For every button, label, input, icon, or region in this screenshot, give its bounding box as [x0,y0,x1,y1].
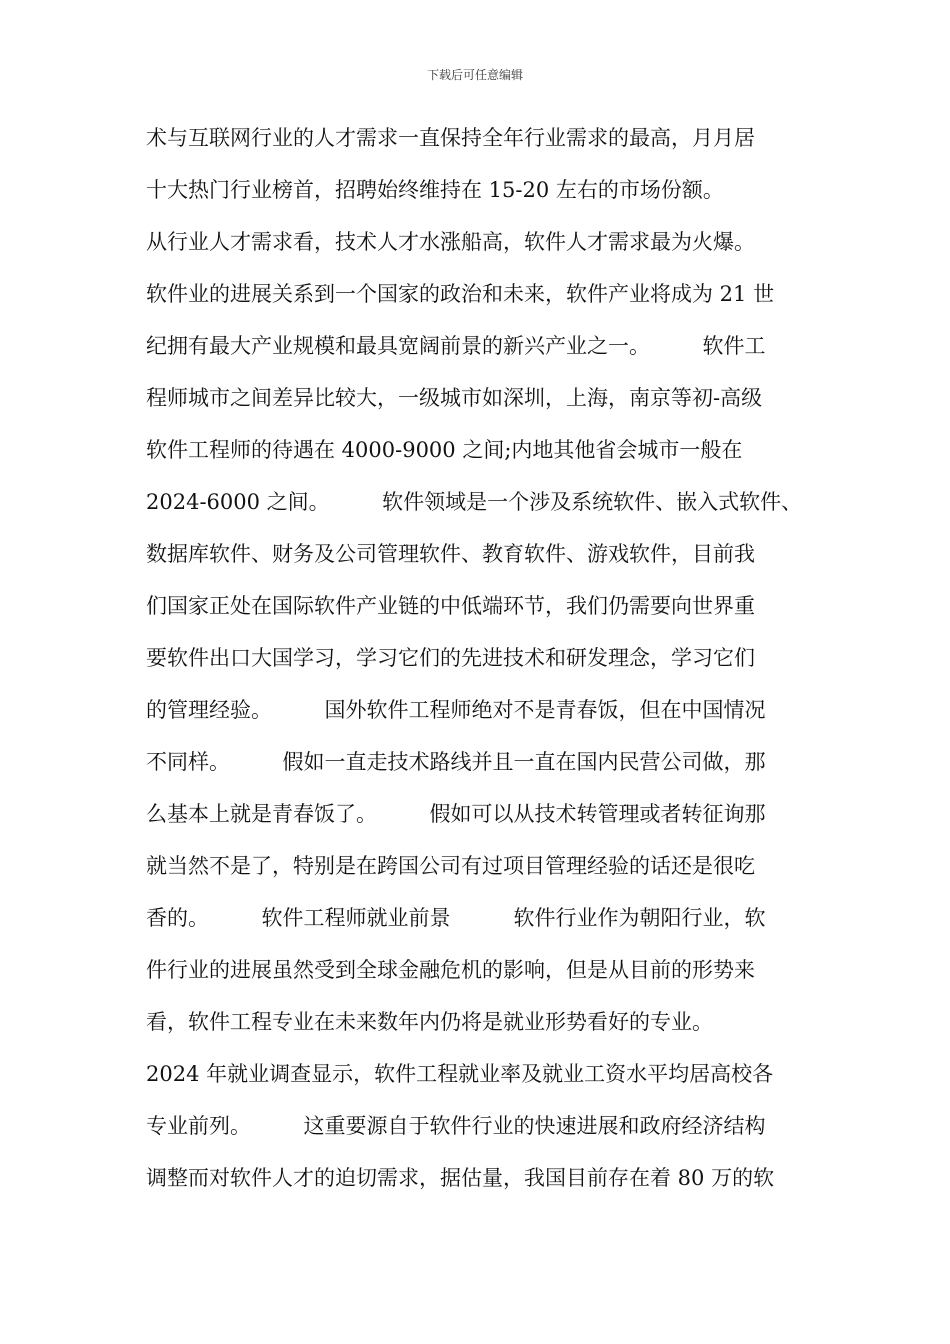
text-line: 软件业的进展关系到一个国家的政治和未来，软件产业将成为 21 世 [146,282,775,306]
text-line: 数据库软件、财务及公司管理软件、教育软件、游戏软件，目前我 [146,542,755,566]
text-line: 就当然不是了，特别是在跨国公司有过项目管理经验的话还是很吃 [146,854,755,878]
text-line: 从行业人才需求看，技术人才水涨船高，软件人才需求最为火爆。 [146,230,755,254]
text-line: 件行业的进展虽然受到全球金融危机的影响，但是从目前的形势来 [146,958,755,982]
document-body [146,118,826,1210]
text-line: 们国家正处在国际软件产业链的中低端环节，我们仍需要向世界重 [146,594,755,618]
text-line: 软件工程师的待遇在 4000-9000 之间;内地其他省会城市一般在 [146,438,743,462]
text-line: 的管理经验。 国外软件工程师绝对不是青春饭，但在中国情况 [146,698,766,722]
text-line: 看，软件工程专业在未来数年内仍将是就业形势看好的专业。 [146,1010,713,1034]
text-line: 十大热门行业榜首，招聘始终维持在 15-20 左右的市场份额。 [146,178,724,202]
text-line: 要软件出口大国学习，学习它们的先进技术和研发理念，学习它们 [146,646,755,670]
text-line: 香的。 软件工程师就业前景 软件行业作为朝阳行业，软 [146,906,766,930]
text-line: 术与互联网行业的人才需求一直保持全年行业需求的最高，月月居 [146,126,755,150]
text-line: 不同样。 假如一直走技术路线并且一直在国内民营公司做，那 [146,750,766,774]
text-line: 2024 年就业调查显示，软件工程就业率及就业工资水平均居高校各 [146,1062,774,1086]
text-line: 调整而对软件人才的迫切需求，据估量，我国目前存在着 80 万的软 [146,1166,775,1190]
text-line: 纪拥有最大产业规模和最具宽阔前景的新兴产业之一。 软件工 [146,334,766,358]
page-header: 下载后可任意编辑 [426,68,523,82]
text-line: 程师城市之间差异比较大，一级城市如深圳，上海，南京等初-高级 [146,386,763,410]
text-line: 专业前列。 这重要源自于软件行业的快速进展和政府经济结构 [146,1114,766,1138]
text-line: 么基本上就是青春饭了。 假如可以从技术转管理或者转征询那 [146,802,766,826]
text-line: 2024-6000 之间。 软件领域是一个涉及系统软件、嵌入式软件、 [146,490,803,514]
